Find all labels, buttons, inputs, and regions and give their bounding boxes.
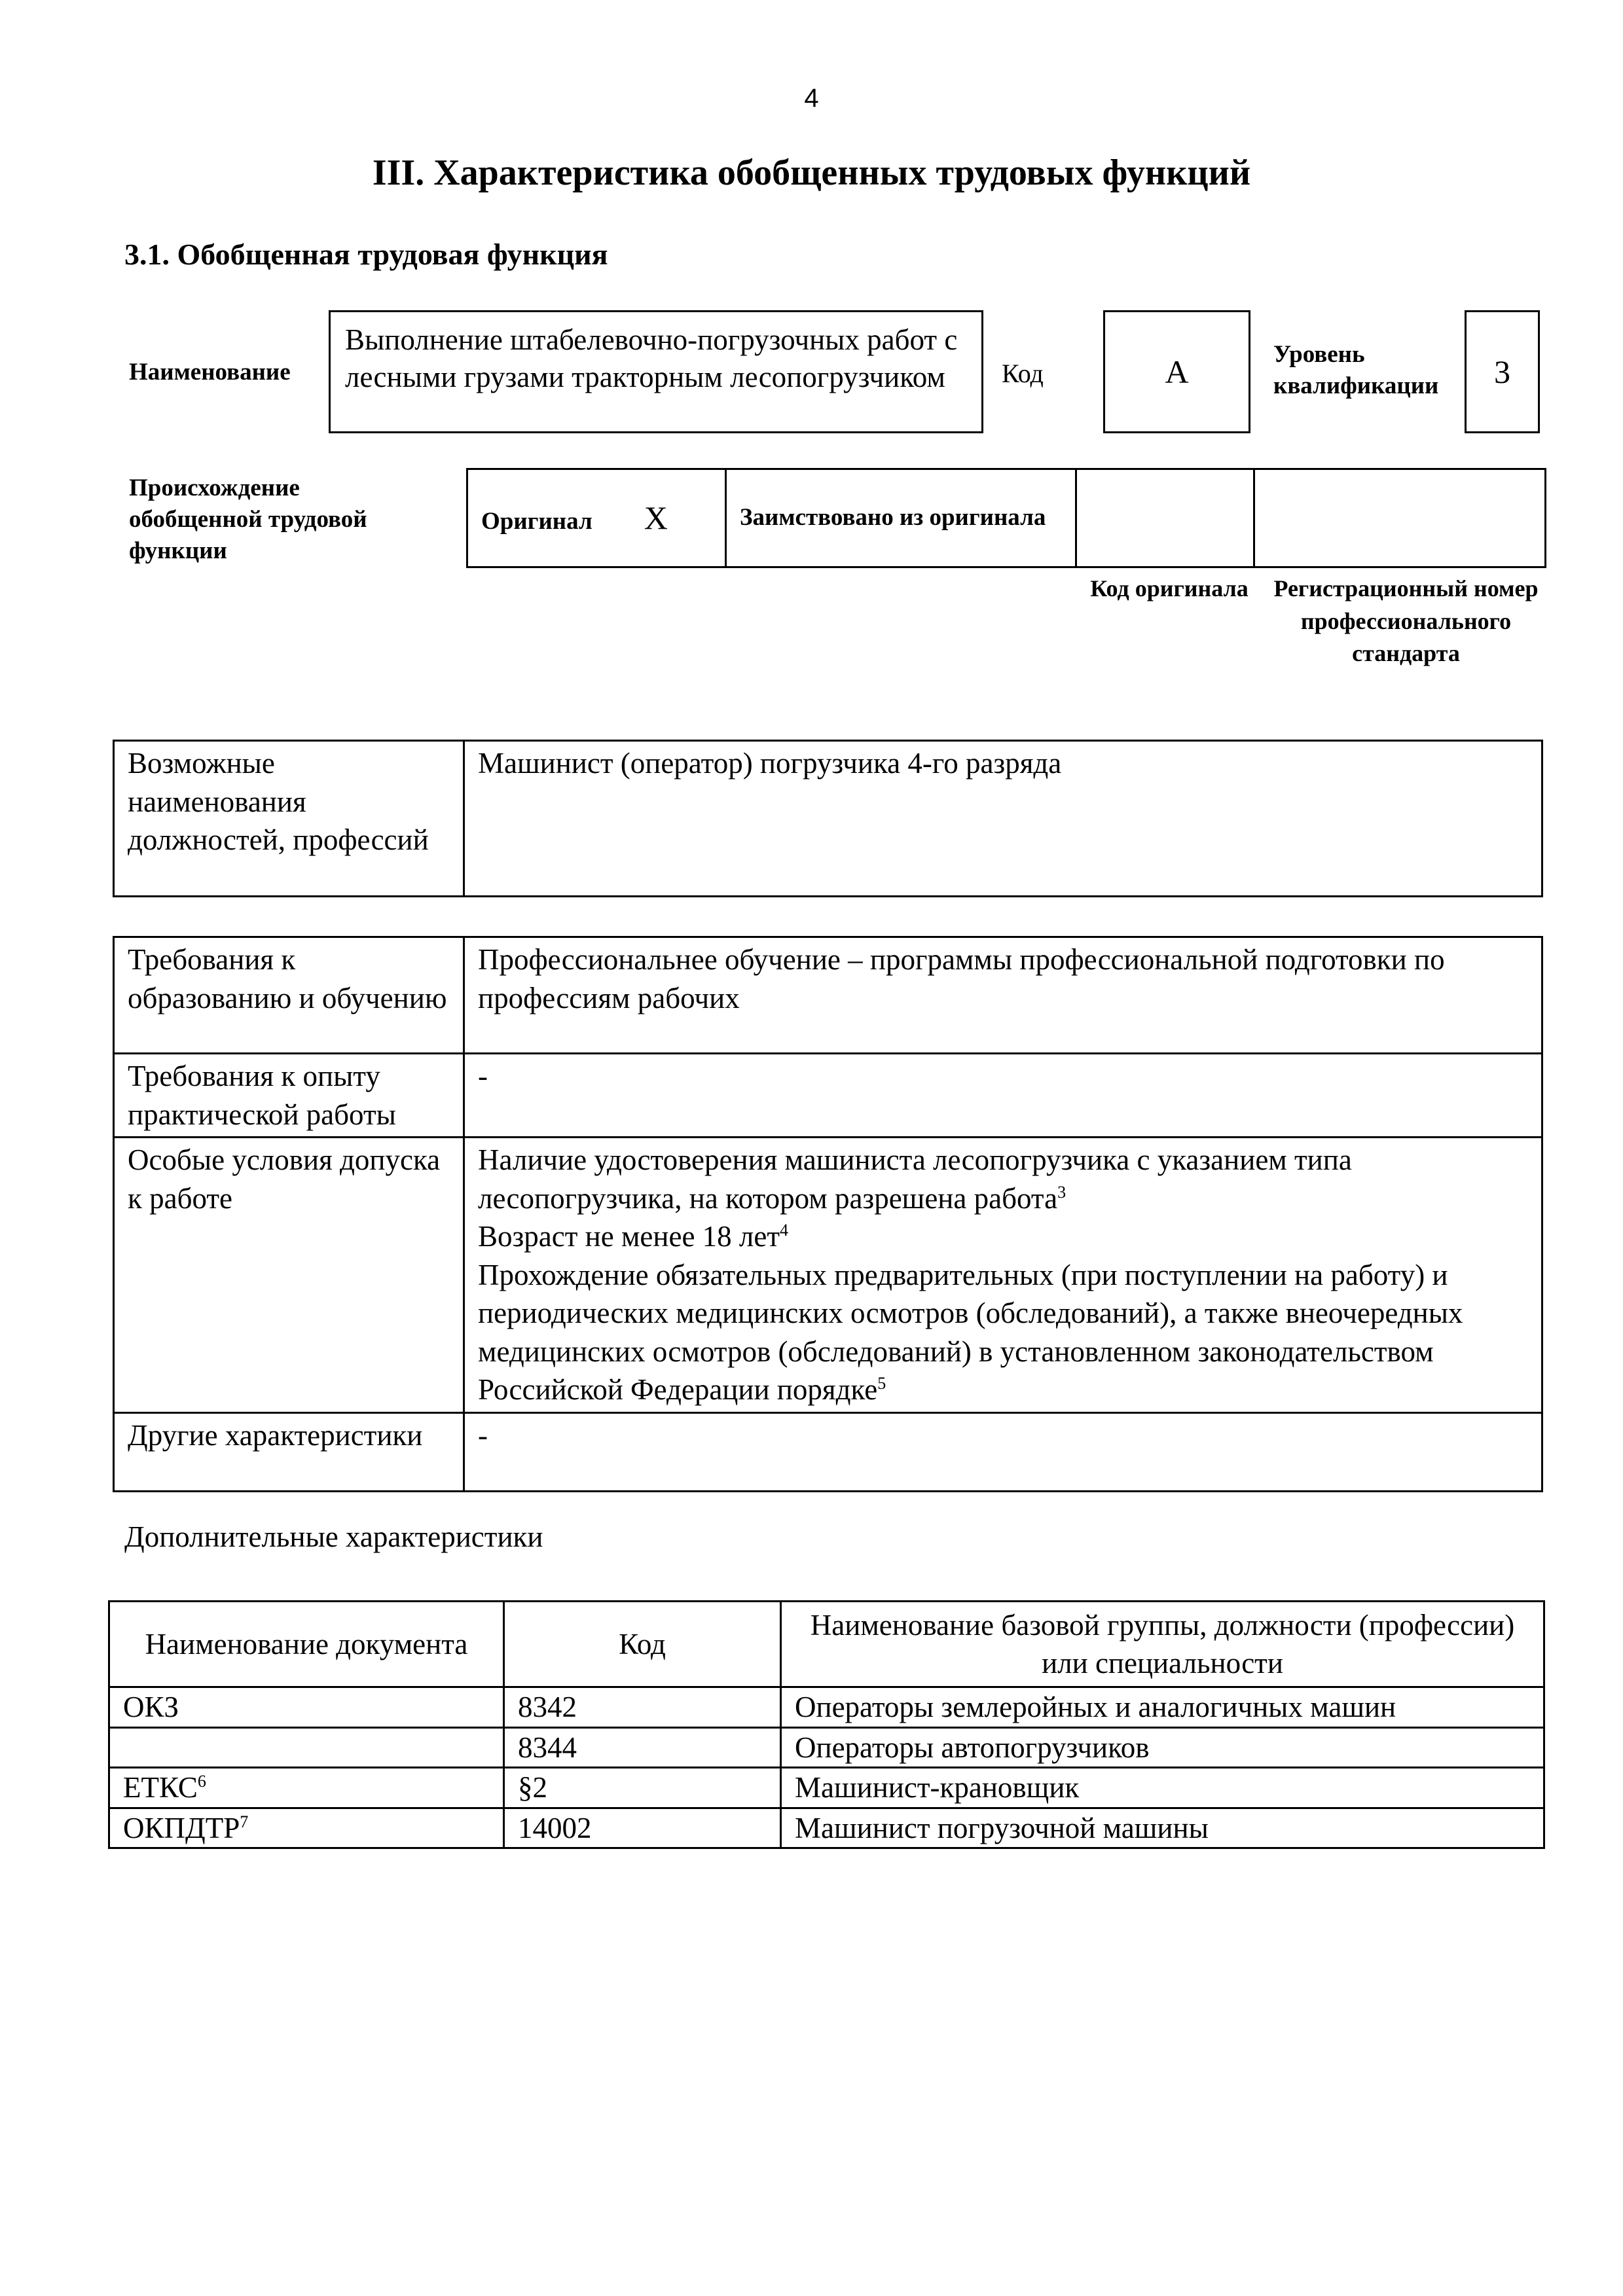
original-label: Оригинал [481, 507, 593, 535]
requirement-line: Прохождение обязательных предварительных (при поступлении на работу) и периодических медицинских осмотров (обследований), а также внеочередных медицинских осмотров (обследований) в установленном законодательством Российской Федерации порядке$^5$ [478, 1258, 1463, 1406]
origin-table [466, 468, 1546, 568]
origin-label: Происхождение обобщенной трудовой функции [129, 475, 367, 565]
additional-header-cell: Наименование базовой группы, должности (профессии) или специальности [781, 1602, 1544, 1687]
registration-number-cell [1254, 469, 1546, 567]
name-label: Наименование [129, 359, 291, 386]
requirement-line: Возраст не менее 18 лет$^4$ [478, 1220, 789, 1253]
footnote-ref: 5 [877, 1374, 886, 1393]
requirement-label: Требования к образованию и обучению [114, 937, 464, 1054]
code-cell: 14002 [504, 1808, 781, 1848]
requirements-table [113, 936, 1543, 1492]
page-number: 4 [804, 84, 819, 113]
requirement-row [114, 937, 1542, 1054]
requirement-line: - [478, 1418, 488, 1452]
caption-original-code: Код оригинала [1090, 575, 1249, 601]
additional-title: Дополнительные характеристики [124, 1520, 543, 1553]
additional-header-cell: Код [504, 1602, 781, 1687]
requirement-label: Другие характеристики [114, 1412, 464, 1491]
requirement-value [464, 937, 1542, 1054]
occupation-cell: Машинист погрузочной машины [781, 1808, 1544, 1848]
occupation-cell: Операторы землеройных и аналогичных машин [781, 1687, 1544, 1728]
footnote-ref: 6 [197, 1772, 206, 1791]
doc-cell: ОКЗ [109, 1687, 504, 1728]
level-label: Уровень квалификации [1273, 341, 1439, 400]
doc-cell [109, 1727, 504, 1768]
requirement-value [464, 1412, 1542, 1491]
requirement-value [464, 1138, 1542, 1413]
additional-row [109, 1768, 1544, 1808]
original-mark: Х [644, 499, 668, 536]
occupation-cell: Машинист-крановщик [781, 1768, 1544, 1808]
section-title: III. Характеристика обобщенных трудовых функций [372, 152, 1251, 193]
additional-row [109, 1727, 1544, 1768]
code-label: Код [1002, 359, 1044, 388]
original-code-cell [1076, 469, 1254, 567]
additional-table [108, 1600, 1545, 1849]
requirement-value [464, 1054, 1542, 1138]
function-code: А [1103, 310, 1250, 433]
requirement-line: Профессиональнее обучение – программы профессиональной подготовки по профессиям рабочих [478, 943, 1445, 1014]
requirement-label: Требования к опыту практической работы [114, 1054, 464, 1138]
positions-table [113, 740, 1543, 897]
caption-registration-number: Регистрационный номер профессионального стандарта [1273, 575, 1539, 667]
code-cell: §2 [504, 1768, 781, 1808]
doc-cell: ЕТКС$^6$ [109, 1768, 504, 1808]
footnote-ref: 4 [780, 1221, 789, 1240]
function-name: Выполнение штабелевочно-погрузочных работ с лесными грузами тракторным лесопогрузчиком [329, 310, 983, 433]
additional-header-cell: Наименование документа [109, 1602, 504, 1687]
requirement-row [114, 1412, 1542, 1491]
additional-row [109, 1687, 1544, 1728]
original-cell [467, 469, 726, 567]
requirement-row [114, 1138, 1542, 1413]
requirement-line: - [478, 1060, 488, 1092]
qualification-level: 3 [1465, 310, 1540, 433]
requirement-line: Наличие удостоверения машиниста лесопогрузчика с указанием типа лесопогрузчика, на котором разрешена работа$^3$ [478, 1143, 1352, 1215]
additional-header-row [109, 1602, 1544, 1687]
footnote-ref: 7 [240, 1812, 249, 1831]
requirement-label: Особые условия допуска к работе [114, 1138, 464, 1413]
footnote-ref: 3 [1057, 1182, 1067, 1202]
positions-label: Возможные наименования должностей, профессий [114, 741, 464, 897]
code-cell: 8344 [504, 1727, 781, 1768]
occupation-cell: Операторы автопогрузчиков [781, 1727, 1544, 1768]
positions-value: Машинист (оператор) погрузчика 4-го разряда [464, 741, 1542, 897]
additional-row [109, 1808, 1544, 1848]
borrowed-label: Заимствовано из оригинала [726, 469, 1076, 567]
doc-cell: ОКПДТР$^7$ [109, 1808, 504, 1848]
code-cell: 8342 [504, 1687, 781, 1728]
subsection-title: 3.1. Обобщенная трудовая функция [124, 238, 608, 271]
requirement-row [114, 1054, 1542, 1138]
